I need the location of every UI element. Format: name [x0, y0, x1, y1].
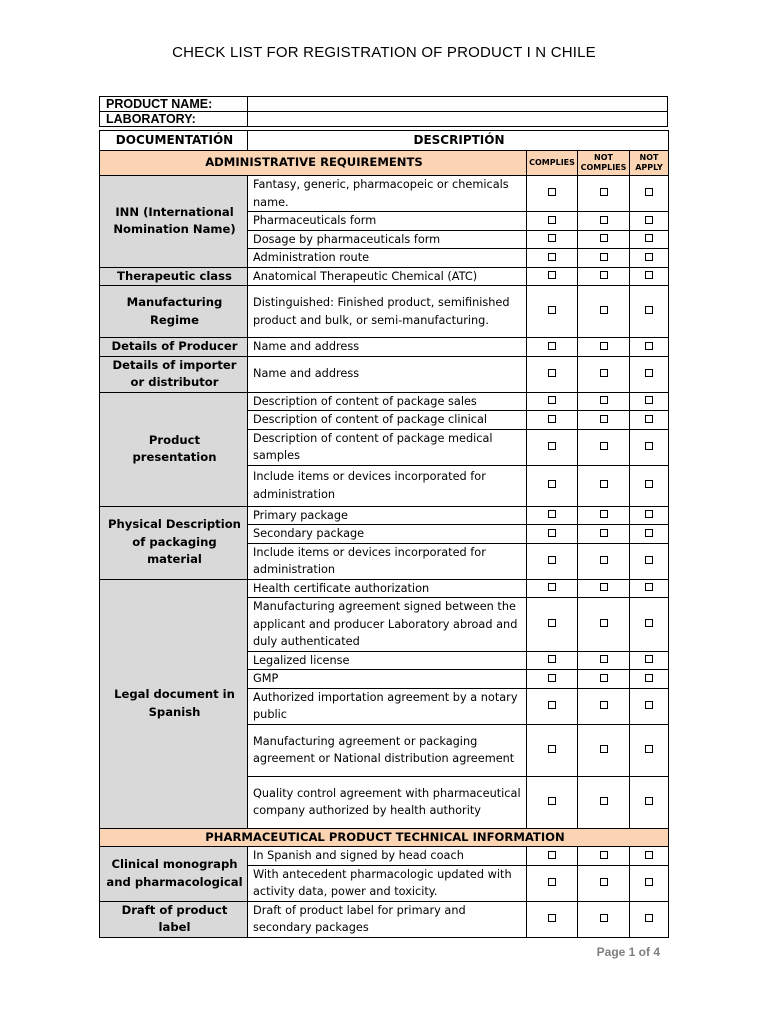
product-info-table: [99, 96, 668, 127]
not-apply-checkbox[interactable]: [645, 556, 653, 564]
not-complies-checkbox[interactable]: [600, 253, 608, 261]
description-cell: Description of content of package sales: [248, 392, 527, 411]
complies-cell: [527, 176, 578, 212]
description-cell: Name and address: [248, 356, 527, 392]
product-name-row: [100, 97, 668, 112]
not-apply-cell: [630, 356, 669, 392]
not-complies-checkbox[interactable]: [600, 851, 608, 859]
description-cell: Manufacturing agreement signed between the applicant and producer Laboratory abroad and duly authenticated: [248, 598, 527, 652]
not-complies-cell: [578, 356, 630, 392]
description-cell: With antecedent pharmacologic updated with activity data, power and toxicity.: [248, 865, 527, 901]
not-complies-checkbox[interactable]: [600, 342, 608, 350]
checklist-row: [100, 286, 669, 338]
not-complies-cell: [578, 598, 630, 652]
not-apply-cell: [630, 212, 669, 231]
not-apply-checkbox[interactable]: [645, 914, 653, 922]
not-apply-checkbox[interactable]: [645, 234, 653, 242]
description-cell: Authorized importation agreement by a notary public: [248, 688, 527, 724]
not-complies-cell: [578, 724, 630, 776]
not-complies-checkbox[interactable]: [600, 583, 608, 591]
complies-cell: [527, 579, 578, 598]
not-apply-checkbox[interactable]: [645, 878, 653, 886]
not-complies-cell: [578, 176, 630, 212]
not-apply-checkbox[interactable]: [645, 271, 653, 279]
not-complies-cell: [578, 847, 630, 866]
section-admin-row: [100, 151, 669, 176]
description-cell: In Spanish and signed by head coach: [248, 847, 527, 866]
complies-cell: [527, 286, 578, 338]
not-apply-cell: [630, 230, 669, 249]
description-cell: Secondary package: [248, 525, 527, 544]
description-cell: Description of content of package clinical: [248, 411, 527, 430]
description-cell: Description of content of package medical samples: [248, 429, 527, 465]
complies-checkbox[interactable]: [548, 797, 556, 805]
section-technical-row: [100, 828, 669, 847]
complies-checkbox[interactable]: [548, 914, 556, 922]
description-cell: Include items or devices incorporated for administration: [248, 465, 527, 506]
not-complies-checkbox[interactable]: [600, 442, 608, 450]
complies-cell: [527, 429, 578, 465]
not-complies-cell: [578, 465, 630, 506]
description-cell: Manufacturing agreement or packaging agreement or National distribution agreement: [248, 724, 527, 776]
not-complies-checkbox[interactable]: [600, 306, 608, 314]
complies-cell: [527, 847, 578, 866]
complies-cell: [527, 688, 578, 724]
complies-checkbox[interactable]: [548, 510, 556, 518]
not-apply-checkbox[interactable]: [645, 529, 653, 537]
not-apply-cell: [630, 525, 669, 544]
complies-cell: [527, 901, 578, 937]
description-header: DESCRIPTIÓN: [248, 131, 669, 151]
not-complies-checkbox[interactable]: [600, 529, 608, 537]
not-apply-checkbox[interactable]: [645, 655, 653, 663]
not-apply-checkbox[interactable]: [645, 188, 653, 196]
description-cell: Dosage by pharmaceuticals form: [248, 230, 527, 249]
complies-checkbox[interactable]: [548, 216, 556, 224]
not-apply-cell: [630, 688, 669, 724]
description-cell: Fantasy, generic, pharmacopeic or chemicals name.: [248, 176, 527, 212]
technical-groups: [100, 847, 669, 938]
header-row: [100, 131, 669, 151]
admin-groups: [100, 176, 669, 829]
not-complies-cell: [578, 230, 630, 249]
complies-checkbox[interactable]: [548, 369, 556, 377]
documentation-label: Physical Description of packaging material: [100, 506, 248, 579]
not-apply-checkbox[interactable]: [645, 415, 653, 423]
description-cell: Include items or devices incorporated for administration: [248, 543, 527, 579]
not-complies-cell: [578, 901, 630, 937]
not-apply-cell: [630, 865, 669, 901]
not-apply-cell: [630, 249, 669, 268]
not-complies-cell: [578, 411, 630, 430]
checklist-row: [100, 847, 669, 866]
not-complies-cell: [578, 670, 630, 689]
complies-cell: [527, 598, 578, 652]
not-apply-checkbox[interactable]: [645, 851, 653, 859]
not-apply-checkbox[interactable]: [645, 306, 653, 314]
complies-cell: [527, 670, 578, 689]
complies-column-header: COMPLIES: [527, 151, 578, 176]
not-apply-checkbox[interactable]: [645, 216, 653, 224]
description-cell: Name and address: [248, 338, 527, 357]
not-complies-checkbox[interactable]: [600, 234, 608, 242]
complies-checkbox[interactable]: [548, 480, 556, 488]
not-complies-cell: [578, 286, 630, 338]
not-complies-checkbox[interactable]: [600, 396, 608, 404]
not-apply-checkbox[interactable]: [645, 583, 653, 591]
not-complies-cell: [578, 506, 630, 525]
documentation-header: DOCUMENTATIÓN: [100, 131, 248, 151]
complies-checkbox[interactable]: [548, 342, 556, 350]
documentation-label: Product presentation: [100, 392, 248, 506]
checklist-row: [100, 901, 669, 937]
complies-checkbox[interactable]: [548, 619, 556, 627]
complies-cell: [527, 543, 578, 579]
not-apply-cell: [630, 392, 669, 411]
complies-checkbox[interactable]: [548, 583, 556, 591]
not-apply-checkbox[interactable]: [645, 480, 653, 488]
checklist-row: [100, 579, 669, 598]
not-apply-checkbox[interactable]: [645, 396, 653, 404]
not-apply-cell: [630, 286, 669, 338]
not-apply-checkbox[interactable]: [645, 674, 653, 682]
complies-cell: [527, 525, 578, 544]
not-apply-cell: [630, 598, 669, 652]
documentation-label: Clinical monograph and pharmacological: [100, 847, 248, 902]
documentation-label: Therapeutic class: [100, 267, 248, 286]
complies-checkbox[interactable]: [548, 701, 556, 709]
description-cell: Pharmaceuticals form: [248, 212, 527, 231]
complies-cell: [527, 338, 578, 357]
not-complies-checkbox[interactable]: [600, 878, 608, 886]
not-apply-checkbox[interactable]: [645, 619, 653, 627]
product-name-field[interactable]: [248, 97, 668, 112]
not-complies-checkbox[interactable]: [600, 271, 608, 279]
not-apply-cell: [630, 338, 669, 357]
complies-cell: [527, 230, 578, 249]
complies-cell: [527, 651, 578, 670]
complies-cell: [527, 356, 578, 392]
not-complies-checkbox[interactable]: [600, 188, 608, 196]
not-complies-cell: [578, 212, 630, 231]
not-complies-column-header: NOT COMPLIES: [578, 151, 630, 176]
checklist-row: [100, 356, 669, 392]
not-apply-cell: [630, 411, 669, 430]
complies-checkbox[interactable]: [548, 271, 556, 279]
not-apply-checkbox[interactable]: [645, 369, 653, 377]
not-complies-checkbox[interactable]: [600, 797, 608, 805]
section-technical-title: PHARMACEUTICAL PRODUCT TECHNICAL INFORMATION: [100, 828, 669, 847]
description-cell: Primary package: [248, 506, 527, 525]
laboratory-label: LABORATORY:: [100, 112, 248, 127]
description-cell: Administration route: [248, 249, 527, 268]
not-apply-checkbox[interactable]: [645, 797, 653, 805]
checklist-table: [99, 130, 669, 938]
not-apply-cell: [630, 543, 669, 579]
complies-checkbox[interactable]: [548, 655, 556, 663]
not-apply-cell: [630, 176, 669, 212]
documentation-label: Details of Producer: [100, 338, 248, 357]
checklist-row: [100, 392, 669, 411]
section-admin-title: ADMINISTRATIVE REQUIREMENTS: [100, 151, 527, 176]
product-name-label: PRODUCT NAME:: [100, 97, 248, 112]
complies-checkbox[interactable]: [548, 188, 556, 196]
complies-cell: [527, 776, 578, 828]
page-number: Page 1 of 4: [596, 945, 660, 959]
complies-cell: [527, 506, 578, 525]
description-cell: Anatomical Therapeutic Chemical (ATC): [248, 267, 527, 286]
description-cell: GMP: [248, 670, 527, 689]
complies-cell: [527, 212, 578, 231]
not-complies-checkbox[interactable]: [600, 480, 608, 488]
not-complies-cell: [578, 865, 630, 901]
not-complies-cell: [578, 338, 630, 357]
complies-checkbox[interactable]: [548, 851, 556, 859]
not-apply-cell: [630, 847, 669, 866]
not-complies-checkbox[interactable]: [600, 655, 608, 663]
not-complies-cell: [578, 249, 630, 268]
laboratory-row: [100, 112, 668, 127]
documentation-label: Draft of product label: [100, 901, 248, 937]
laboratory-field[interactable]: [248, 112, 668, 127]
not-apply-cell: [630, 465, 669, 506]
description-cell: Legalized license: [248, 651, 527, 670]
not-complies-checkbox[interactable]: [600, 701, 608, 709]
not-apply-checkbox[interactable]: [645, 342, 653, 350]
complies-cell: [527, 249, 578, 268]
complies-checkbox[interactable]: [548, 878, 556, 886]
checklist-row: [100, 176, 669, 212]
not-complies-cell: [578, 267, 630, 286]
not-apply-checkbox[interactable]: [645, 442, 653, 450]
complies-cell: [527, 267, 578, 286]
not-complies-cell: [578, 543, 630, 579]
not-complies-cell: [578, 392, 630, 411]
complies-cell: [527, 392, 578, 411]
not-complies-checkbox[interactable]: [600, 674, 608, 682]
documentation-label: INN (International Nomination Name): [100, 176, 248, 268]
complies-checkbox[interactable]: [548, 442, 556, 450]
not-apply-cell: [630, 776, 669, 828]
description-cell: Quality control agreement with pharmaceutical company authorized by health authority: [248, 776, 527, 828]
not-apply-cell: [630, 267, 669, 286]
not-apply-checkbox[interactable]: [645, 701, 653, 709]
not-apply-column-header: NOT APPLY: [630, 151, 669, 176]
not-complies-checkbox[interactable]: [600, 415, 608, 423]
documentation-label: Details of importer or distributor: [100, 356, 248, 392]
complies-checkbox[interactable]: [548, 529, 556, 537]
not-apply-cell: [630, 670, 669, 689]
checklist-row: [100, 338, 669, 357]
not-complies-cell: [578, 579, 630, 598]
complies-checkbox[interactable]: [548, 556, 556, 564]
complies-checkbox[interactable]: [548, 234, 556, 242]
not-complies-checkbox[interactable]: [600, 216, 608, 224]
not-complies-cell: [578, 525, 630, 544]
complies-cell: [527, 865, 578, 901]
not-complies-cell: [578, 651, 630, 670]
not-apply-cell: [630, 724, 669, 776]
not-apply-checkbox[interactable]: [645, 745, 653, 753]
not-complies-cell: [578, 429, 630, 465]
not-apply-cell: [630, 579, 669, 598]
not-complies-checkbox[interactable]: [600, 369, 608, 377]
not-complies-checkbox[interactable]: [600, 745, 608, 753]
documentation-label: Legal document in Spanish: [100, 579, 248, 828]
description-cell: Distinguished: Finished product, semifinished product and bulk, or semi-manufacturing.: [248, 286, 527, 338]
not-complies-checkbox[interactable]: [600, 510, 608, 518]
documentation-label: Manufacturing Regime: [100, 286, 248, 338]
complies-checkbox[interactable]: [548, 306, 556, 314]
complies-cell: [527, 465, 578, 506]
not-complies-cell: [578, 688, 630, 724]
not-apply-cell: [630, 429, 669, 465]
complies-checkbox[interactable]: [548, 674, 556, 682]
not-apply-checkbox[interactable]: [645, 253, 653, 261]
not-apply-cell: [630, 506, 669, 525]
checklist-row: [100, 506, 669, 525]
page-title: CHECK LIST FOR REGISTRATION OF PRODUCT I N CHILE: [172, 44, 596, 61]
not-apply-checkbox[interactable]: [645, 510, 653, 518]
not-complies-checkbox[interactable]: [600, 914, 608, 922]
description-cell: Draft of product label for primary and secondary packages: [248, 901, 527, 937]
not-complies-checkbox[interactable]: [600, 556, 608, 564]
complies-cell: [527, 411, 578, 430]
not-apply-cell: [630, 651, 669, 670]
complies-checkbox[interactable]: [548, 253, 556, 261]
complies-cell: [527, 724, 578, 776]
description-cell: Health certificate authorization: [248, 579, 527, 598]
checklist-row: [100, 267, 669, 286]
not-complies-cell: [578, 776, 630, 828]
complies-checkbox[interactable]: [548, 745, 556, 753]
not-complies-checkbox[interactable]: [600, 619, 608, 627]
complies-checkbox[interactable]: [548, 396, 556, 404]
complies-checkbox[interactable]: [548, 415, 556, 423]
not-apply-cell: [630, 901, 669, 937]
